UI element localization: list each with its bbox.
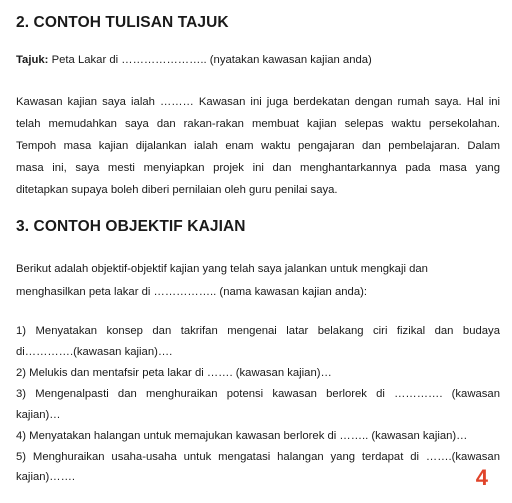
section-3-heading: 3. CONTOH OBJEKTIF KAJIAN bbox=[16, 218, 246, 235]
tajuk-text: Peta Lakar di ………………….. (nyatakan kawasan kajian anda) bbox=[48, 54, 372, 66]
tajuk-line bbox=[16, 53, 500, 67]
page-number: 4 bbox=[475, 465, 488, 490]
tajuk-label: Tajuk: bbox=[16, 54, 49, 66]
paragraph-line: masa ini, saya mesti menyiapkan projek ini dan menghantarkannya pada masa yang bbox=[16, 162, 500, 174]
objective-line: di………….(kawasan kajian)…. bbox=[16, 346, 173, 358]
objective-line: 1) Menyatakan konsep dan takrifan mengenai latar belakang ciri fizikal dan budaya bbox=[16, 325, 500, 337]
objective-line: 3) Mengenalpasti dan menghuraikan potensi kawasan berlorek di …………. (kawasan bbox=[16, 388, 500, 400]
paragraph-line: telah memudahkan saya dan rakan-rakan membuat kajian selepas waktu persekolahan. bbox=[16, 118, 500, 130]
objective-line: kajian)……. bbox=[16, 471, 76, 483]
paragraph-line: Tempoh masa kajian dijalankan ialah enam waktu pengajaran dan pembelajaran. Dalam bbox=[16, 140, 500, 152]
objective-line: 4) Menyatakan halangan untuk memajukan kawasan berlorek di …….. (kawasan kajian)… bbox=[16, 430, 468, 442]
objective-line: 2) Melukis dan mentafsir peta lakar di ……. (kawasan kajian)… bbox=[16, 367, 332, 379]
objective-line: 5) Menghuraikan usaha-usaha untuk mengatasi halangan yang terdapat di …….(kawasan bbox=[16, 451, 500, 463]
paragraph-line: Kawasan kajian saya ialah ……… Kawasan ini juga berdekatan dengan rumah saya. Hal ini bbox=[16, 96, 500, 108]
section-2-heading: 2. CONTOH TULISAN TAJUK bbox=[16, 14, 229, 31]
objective-line: kajian)… bbox=[16, 409, 61, 421]
intro-line: menghasilkan peta lakar di …………….. (nama kawasan kajian anda): bbox=[16, 286, 367, 298]
paragraph-line: ditetapkan supaya boleh diberi pernilaian oleh guru penilai saya. bbox=[16, 184, 338, 196]
intro-line: Berikut adalah objektif-objektif kajian yang telah saya jalankan untuk mengkaji dan bbox=[16, 263, 428, 275]
